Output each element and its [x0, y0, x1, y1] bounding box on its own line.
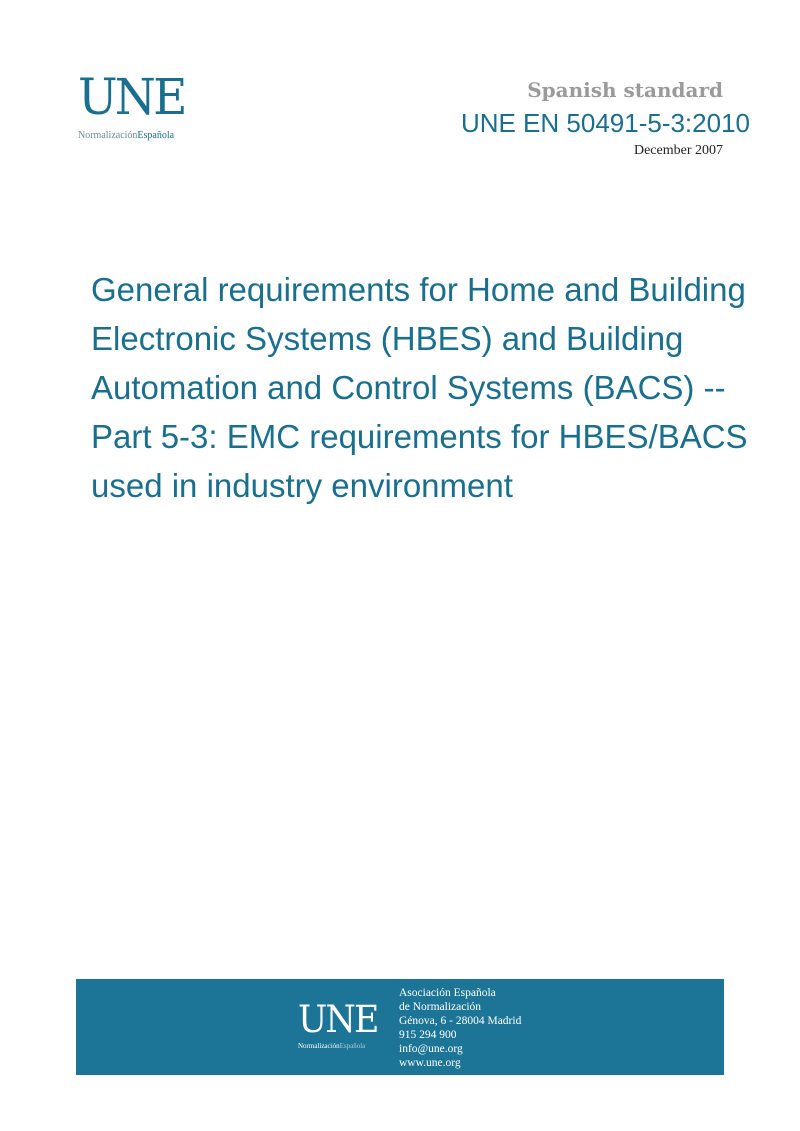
une-logo-subtitle	[78, 130, 208, 142]
publication-date: December 2007	[633, 143, 723, 158]
footer-logo-sub-espanola: Española	[339, 1042, 366, 1050]
title-line: used in industry environment	[91, 467, 513, 504]
logo-sub-normalizacion: Normalización	[78, 130, 138, 141]
footer-org-name-line2: de Normalización	[399, 1001, 482, 1013]
footer-website: www.une.org	[399, 1057, 461, 1069]
footer-org-name-line1: Asociación Española	[399, 987, 496, 999]
title-line: Automation and Control Systems (BACS) --	[91, 369, 726, 406]
footer-street-address: Génova, 6 - 28004 Madrid	[399, 1015, 522, 1027]
title-line: Electronic Systems (HBES) and Building	[91, 320, 684, 357]
title-line: Part 5-3: EMC requirements for HBES/BACS	[91, 418, 748, 455]
footer-logo-subtitle	[298, 1042, 388, 1051]
standard-code: UNE EN 50491-5-3:2010	[460, 108, 750, 138]
footer-logo-mark: UNE	[298, 998, 378, 1041]
footer-email: info@une.org	[399, 1043, 463, 1055]
logo-sub-espanola: Española	[137, 130, 175, 141]
footer-une-logo	[298, 998, 388, 1051]
footer-phone: 915 294 900	[399, 1029, 457, 1041]
footer-banner	[76, 979, 724, 1075]
une-logo	[78, 68, 208, 142]
footer-logo-sub-normalizacion: Normalización	[298, 1042, 340, 1050]
une-logo-mark: UNE	[78, 68, 185, 126]
footer-address	[399, 986, 521, 1070]
document-title	[91, 265, 771, 510]
document-type: Spanish standard	[527, 78, 723, 102]
title-line: General requirements for Home and Building	[91, 271, 746, 308]
